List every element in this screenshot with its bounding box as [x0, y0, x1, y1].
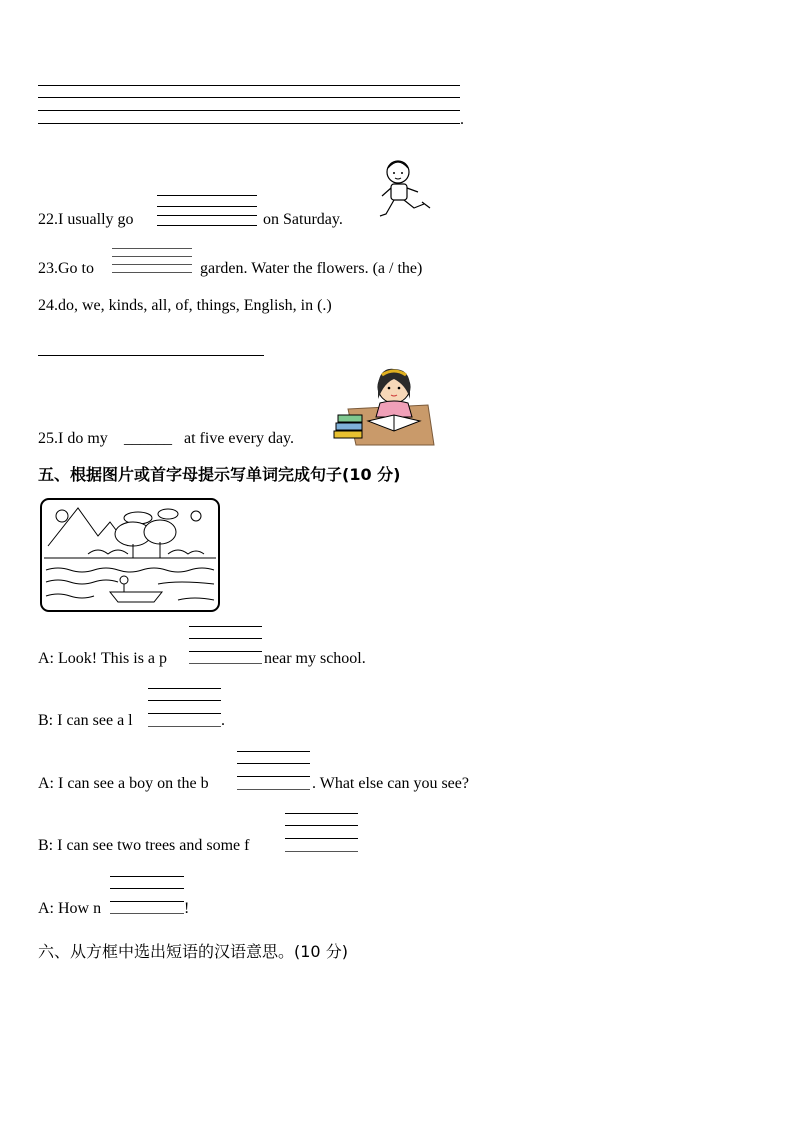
q22-text-after: on Saturday. — [263, 211, 343, 228]
s5-line3-before: A: I can see a boy on the b — [38, 775, 209, 792]
q25-text-after: at five every day. — [184, 430, 295, 447]
section-6-heading: 六、从方框中选出短语的汉语意思。(10 分) — [38, 942, 348, 961]
answer-lines-period: . — [460, 111, 464, 128]
q23-text-before: 23.Go to — [38, 260, 94, 277]
q25-text-before: 25.I do my — [38, 430, 108, 447]
q24-text: 24.do, we, kinds, all, of, things, English, in (.) — [38, 297, 332, 314]
s5-line4-before: B: I can see two trees and some f — [38, 837, 250, 854]
s5-line3-after: . What else can you see? — [312, 775, 469, 792]
q23-text-after: garden. Water the flowers. (a / the) — [200, 260, 423, 277]
q25-blank[interactable]: ______ — [124, 430, 172, 447]
girl-studying-illustration — [328, 365, 436, 447]
s5-line2-after: . — [221, 712, 225, 729]
q24-answer-line[interactable] — [38, 355, 264, 356]
q22-text-before: 22.I usually go — [38, 211, 134, 228]
s5-line2-before: B: I can see a l — [38, 712, 133, 729]
park-scene-illustration — [38, 496, 222, 614]
s5-line5-before: A: How n — [38, 900, 102, 917]
s5-line1-before: A: Look! This is a p — [38, 650, 168, 667]
s5-line1-after: near my school. — [264, 650, 366, 667]
running-boy-illustration — [378, 158, 438, 228]
section-5-heading: 五、根据图片或首字母提示写单词完成句子(10 分) — [38, 465, 401, 484]
s5-line5-after: ! — [184, 900, 190, 917]
